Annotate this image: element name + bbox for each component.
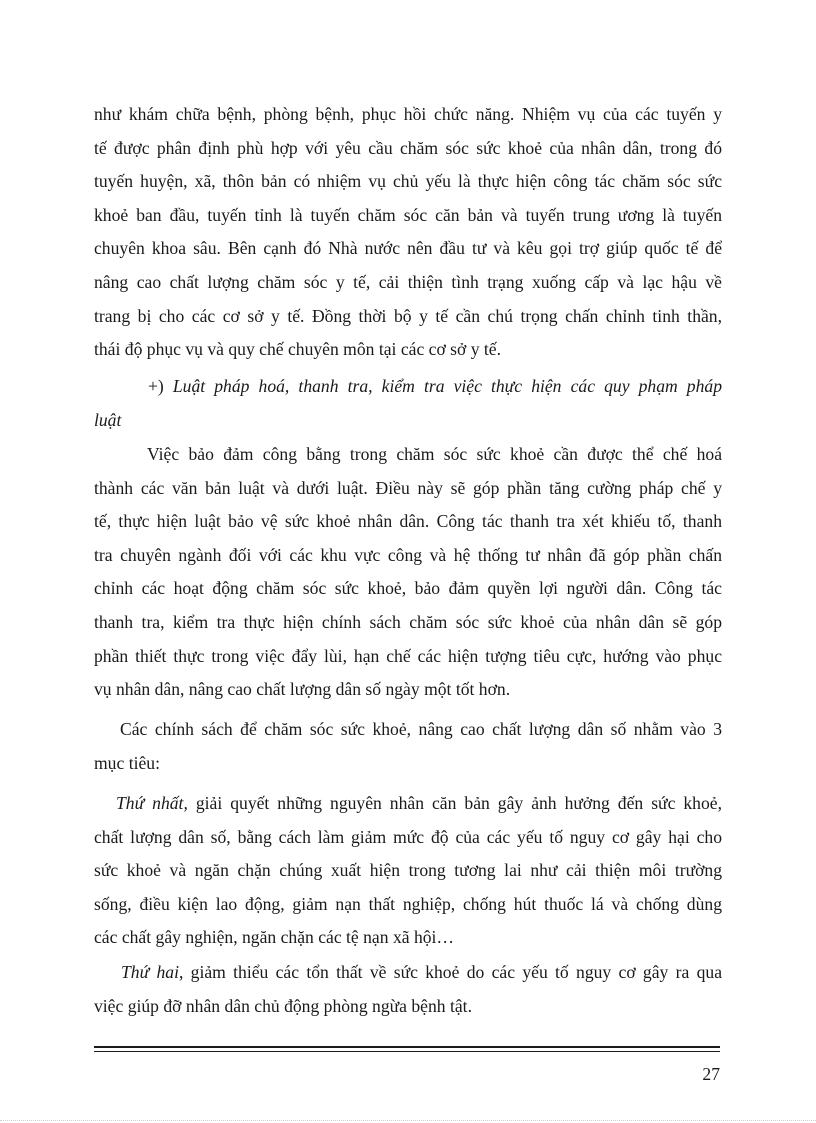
text-line: khoẻ ban đầu, tuyến tỉnh là tuyến chăm sóc căn bản và tuyến trung ương là tuyến: [94, 204, 722, 225]
page-number: 27: [702, 1064, 720, 1084]
lead-first-rest: giải quyết những nguyên nhân căn bản gây ảnh hưởng đến sức khoẻ,: [187, 793, 722, 813]
paragraph-3: [94, 713, 722, 780]
heading-text: Luật pháp hoá, thanh tra, kiểm tra việc thực hiện các quy phạm pháp: [172, 376, 722, 396]
paragraph-2: [94, 438, 722, 707]
text-line: vụ nhân dân, nâng cao chất lượng dân số ngày một tốt hơn.: [94, 679, 511, 700]
text-line: phần thiết thực trong việc đẩy lùi, hạn chế các hiện tượng tiêu cực, hướng vào phục: [94, 645, 722, 666]
text-line: nâng cao chất lượng chăm sóc y tế, cải thiện tình trạng xuống cấp và lạc hậu về: [94, 271, 722, 292]
text-line: sức khoẻ và ngăn chặn chúng xuất hiện trong tương lai như cải thiện môi trường: [94, 860, 722, 881]
text-line: sống, điều kiện lao động, giảm nạn thất nghiệp, chống hút thuốc lá và chống dùng: [94, 893, 722, 914]
footer-rule: [94, 1046, 720, 1048]
paragraph-5: [94, 956, 722, 1023]
heading-prefix: +): [148, 376, 173, 396]
section-heading: [94, 370, 722, 437]
heading-line-2: luật: [94, 409, 122, 430]
heading-line-1: [94, 370, 722, 404]
text-line: tế, thực hiện luật bảo vệ sức khoẻ nhân dân. Công tác thanh tra xét khiếu tố, thanh: [94, 511, 722, 532]
text-line: tra chuyên ngành đối với các khu vực công và hệ thống tư nhân đã góp phần chấn: [94, 544, 722, 565]
text-line: Việc bảo đảm công bằng trong chăm sóc sức khoẻ cần được thể chế hoá: [147, 444, 722, 464]
text-line: các chất gây nghiện, ngăn chặn các tệ nạn xã hội…: [94, 927, 455, 948]
page-edge-divider: [0, 1120, 816, 1121]
lead-second-rest: , giảm thiểu các tổn thất về sức khoẻ do các yếu tố nguy cơ gây ra qua: [178, 962, 723, 982]
text-line: [94, 956, 722, 990]
text-line: thanh tra, kiểm tra thực hiện chính sách chăm sóc sức khoẻ của nhân dân sẽ góp: [94, 611, 722, 632]
text-line: việc giúp đỡ nhân dân chủ động phòng ngừa bệnh tật.: [94, 995, 472, 1016]
text-line: tuyến huyện, xã, thôn bản có nhiệm vụ chủ yếu là thực hiện công tác chăm sóc sức: [94, 171, 722, 192]
text-line: chất lượng dân số, bằng cách làm giảm mức độ của các yếu tố nguy cơ gây hại cho: [94, 826, 722, 847]
paragraph-1: [94, 98, 722, 367]
text-line: Các chính sách để chăm sóc sức khoẻ, nâng cao chất lượng dân số nhằm vào 3: [120, 719, 722, 739]
text-line: chuyên khoa sâu. Bên cạnh đó Nhà nước nên đầu tư và kêu gọi trợ giúp quốc tế để: [94, 238, 722, 259]
lead-first: Thứ nhất,: [116, 793, 188, 813]
text-line: như khám chữa bệnh, phòng bệnh, phục hồi chức năng. Nhiệm vụ của các tuyến y: [94, 104, 722, 124]
text-line: mục tiêu:: [94, 752, 160, 773]
text-line: thái độ phục vụ và quy chế chuyên môn tại các cơ sở y tế.: [94, 339, 502, 360]
text-line: thành các văn bản luật và dưới luật. Điều này sẽ góp phần tăng cường pháp chế y: [94, 477, 722, 498]
text-line: trang bị cho các cơ sở y tế. Đồng thời bộ y tế cần chú trọng chấn chỉnh tinh thần,: [94, 305, 722, 326]
footer-rule-thin: [94, 1051, 720, 1052]
text-line: chỉnh các hoạt động chăm sóc sức khoẻ, bảo đảm quyền lợi người dân. Công tác: [94, 578, 722, 599]
lead-second: Thứ hai: [121, 962, 179, 982]
text-line: tế được phân định phù hợp với yêu cầu chăm sóc sức khoẻ của nhân dân, trong đó: [94, 137, 722, 158]
paragraph-4: [94, 787, 722, 955]
text-line: [94, 787, 722, 821]
